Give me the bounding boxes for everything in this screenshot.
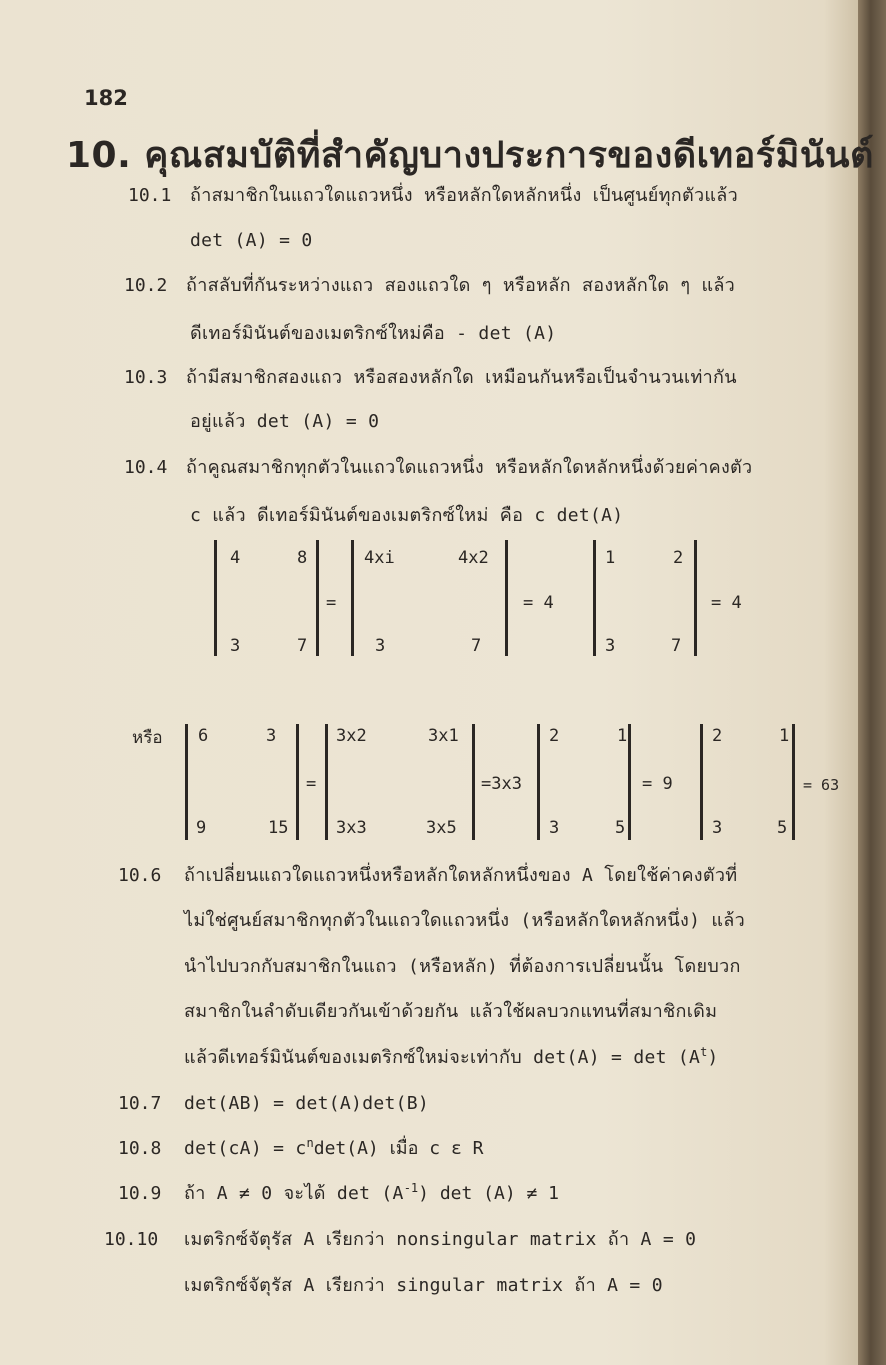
matrix-bar — [628, 724, 631, 840]
matrix-cell: 8 — [297, 548, 308, 568]
matrix-bar — [700, 724, 703, 840]
list-item: 10.1 ถ้าสมาชิกในแถวใดแถวหนึ่ง หรือหลักใดหลักหนึ่ง เป็นศูนย์ทุกตัวแล้ว — [128, 185, 739, 206]
list-item: c แล้ว ดีเทอร์มินันต์ของเมตริกซ์ใหม่ คือ c det(A) — [190, 505, 624, 526]
matrix-cell: 2 — [712, 726, 723, 746]
matrix-bar — [325, 724, 328, 840]
list-item: 10.10 เมตริกซ์จัตุรัส A เรียกว่า nonsingular matrix ถ้า A = 0 — [104, 1229, 697, 1250]
equals-sign: = 9 — [642, 774, 673, 794]
matrix-bar — [537, 724, 540, 840]
list-item: เมตริกซ์จัตุรัส A เรียกว่า singular matrix ถ้า A = 0 — [184, 1275, 663, 1296]
list-item: 10.7 det(AB) = det(A)det(B) — [118, 1093, 430, 1114]
list-item: 10.8 $\det(cA) = c^n\det(A)$ เมื่อ c ε R — [118, 1136, 484, 1159]
matrix-cell: 6 — [198, 726, 209, 746]
matrix-cell: 1 — [779, 726, 790, 746]
matrix-cell: 7 — [671, 636, 682, 656]
matrix-cell: 3 — [230, 636, 241, 656]
matrix-bar — [185, 724, 188, 840]
list-item: สมาชิกในลำดับเดียวกันเข้าด้วยกัน แล้วใช้ผลบวกแทนที่สมาชิกเดิม — [184, 1001, 718, 1022]
matrix-cell: 3 — [605, 636, 616, 656]
matrix-cell: 7 — [471, 636, 482, 656]
matrix-bar — [316, 540, 319, 656]
matrix-cell: 5 — [615, 818, 626, 838]
matrix-cell: 9 — [196, 818, 207, 838]
matrix-bar — [505, 540, 508, 656]
matrix-cell: 3x2 — [336, 726, 367, 746]
section-title: 10. คุณสมบัติที่สำคัญบางประการของดีเทอร์มินันต์ — [66, 135, 874, 176]
matrix-bar — [694, 540, 697, 656]
matrix-cell: 5 — [777, 818, 788, 838]
list-item: แล้วดีเทอร์มินันต์ของเมตริกซ์ใหม่จะเท่ากับ $\det(A) = \det (A^t)$ — [184, 1045, 719, 1068]
matrix-cell: 15 — [268, 818, 289, 838]
list-item: det (A) = 0 — [190, 230, 313, 251]
matrix-bar — [472, 724, 475, 840]
matrix-cell: 1 — [605, 548, 616, 568]
matrix-bar — [351, 540, 354, 656]
matrix-cell: 4x2 — [458, 548, 489, 568]
equals-sign: = 63 — [803, 776, 840, 794]
list-item: นำไปบวกกับสมาชิกในแถว (หรือหลัก) ที่ต้องการเปลี่ยนนั้น โดยบวก — [184, 956, 741, 977]
list-item: อยู่แล้ว det (A) = 0 — [190, 411, 380, 432]
matrix-cell: 3 — [549, 818, 560, 838]
matrix-bar — [593, 540, 596, 656]
matrix-cell: 2 — [673, 548, 684, 568]
list-item: ไม่ใช่ศูนย์สมาชิกทุกตัวในแถวใดแถวหนึ่ง (หรือหลักใดหลักหนึ่ง) แล้ว — [184, 910, 746, 931]
equals-sign: = 4 — [523, 593, 554, 613]
equals-sign: = — [306, 774, 317, 794]
matrix-bar — [792, 724, 795, 840]
page-number: 182 — [84, 86, 128, 110]
matrix-cell: 3 — [712, 818, 723, 838]
matrix-cell: 2 — [549, 726, 560, 746]
matrix-cell: 4 — [230, 548, 241, 568]
equals-sign: =3x3 — [481, 774, 522, 794]
list-item: 10.6 ถ้าเปลี่ยนแถวใดแถวหนึ่งหรือหลักใดหลักหนึ่งของ A โดยใช้ค่าคงตัวที่ — [118, 865, 738, 886]
matrix-cell: 3 — [266, 726, 277, 746]
matrix-cell: 3x3 — [336, 818, 367, 838]
matrix-cell: 4xi — [364, 548, 395, 568]
book-spine — [858, 0, 886, 1365]
matrix-cell: 7 — [297, 636, 308, 656]
matrix-cell: 3 — [375, 636, 386, 656]
equals-sign: = — [326, 593, 337, 613]
or-label: หรือ — [132, 728, 163, 748]
equals-sign: = 4 — [711, 593, 742, 613]
matrix-cell: 3x5 — [426, 818, 457, 838]
list-item: ดีเทอร์มินันต์ของเมตริกซ์ใหม่คือ - det (A) — [190, 323, 557, 344]
list-item: 10.3 ถ้ามีสมาชิกสองแถว หรือสองหลักใด เหมือนกันหรือเป็นจำนวนเท่ากัน — [124, 367, 737, 388]
list-item: 10.4 ถ้าคูณสมาชิกทุกตัวในแถวใดแถวหนึ่ง หรือหลักใดหลักหนึ่งด้วยค่าคงตัว — [124, 457, 753, 478]
matrix-bar — [296, 724, 299, 840]
list-item: 10.9 ถ้า A ≠ 0 จะได้ $\det (A^{-1})$ det (A) ≠ 1 — [118, 1181, 560, 1204]
matrix-bar — [214, 540, 217, 656]
matrix-cell: 3x1 — [428, 726, 459, 746]
matrix-cell: 1 — [617, 726, 628, 746]
list-item: 10.2 ถ้าสลับที่กันระหว่างแถว สองแถวใด ๆ หรือหลัก สองหลักใด ๆ แล้ว — [124, 275, 736, 296]
